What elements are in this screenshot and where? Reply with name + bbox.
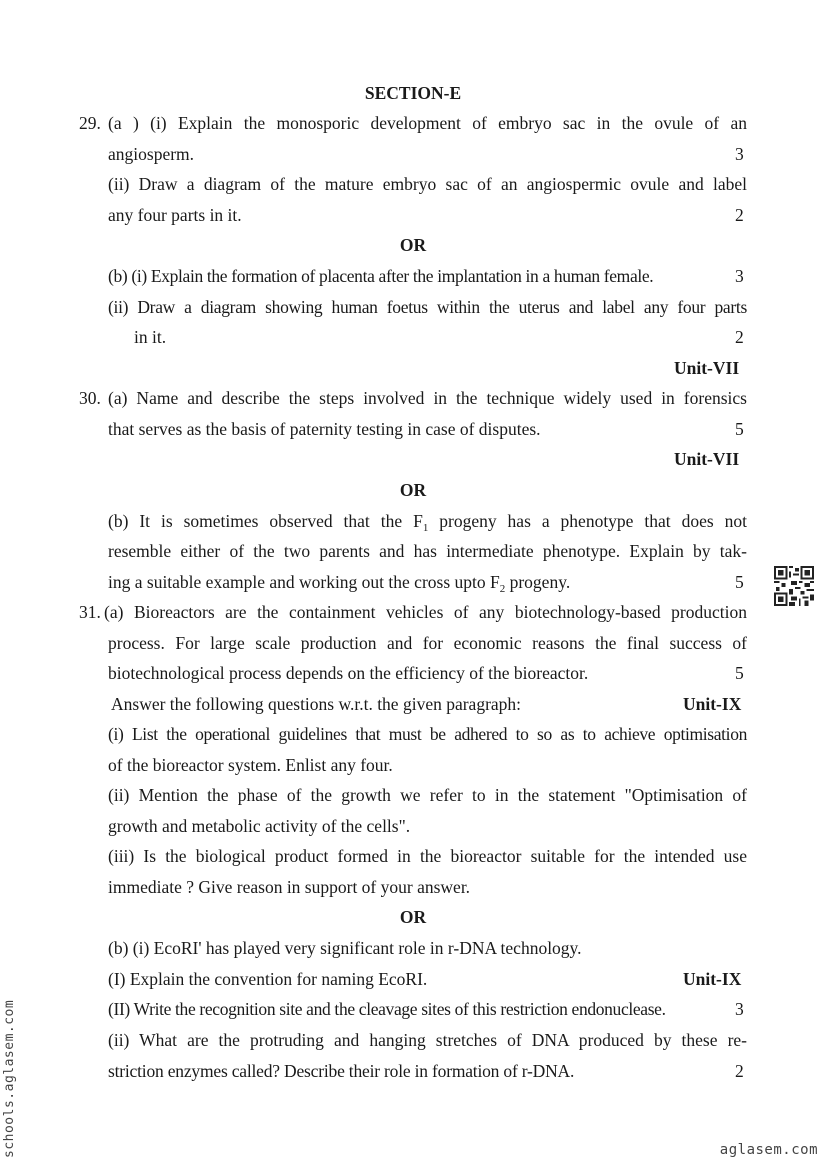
- q31-i-text-cont: of the bioreactor system. Enlist any four.: [108, 755, 393, 775]
- q31-a-text: (a) Bioreactors are the containment vehicles of any biotechnology-based production: [104, 602, 747, 622]
- q30-b-text: (b) It is sometimes observed that the $F_1$ progeny has a phenotype that does not: [108, 511, 747, 534]
- q31-b-ii-text-cont: striction enzymes called? Describe their role in formation of r-DNA.: [108, 1061, 575, 1081]
- q29-b-ii-marks: 2: [735, 327, 744, 347]
- q30-a-marks: 5: [735, 419, 744, 439]
- q31-or: OR: [399, 907, 427, 927]
- q31-b-II-text: (II) Write the recognition site and the cleavage sites of this restriction endonuclease.: [108, 999, 666, 1019]
- q31-b-ii-marks: 2: [735, 1061, 744, 1081]
- q31-ii-text-cont: growth and metabolic activity of the cells".: [108, 816, 411, 836]
- q29-b-i-marks: 3: [735, 266, 744, 286]
- q29-b-ii-text-cont: in it.: [134, 327, 167, 347]
- q31-answer-intro: Answer the following questions w.r.t. the given paragraph:: [111, 694, 522, 714]
- q29-a-ii-text: (ii) Draw a diagram of the mature embryo sac of an angiospermic ovule and label: [108, 174, 747, 194]
- question-number-29: 29.: [79, 113, 101, 133]
- q30-a-text-cont: that serves as the basis of paternity testing in case of disputes.: [108, 419, 541, 439]
- q30-b-text-cont2: ing a suitable example and working out the cross upto $F_2$ progeny.: [108, 572, 571, 595]
- q31-b-I-text: (I) Explain the convention for naming EcoRI.: [108, 969, 428, 989]
- section-title: SECTION-E: [364, 83, 462, 103]
- q29-or: OR: [399, 235, 427, 255]
- q31-iii-text-cont: immediate ? Give reason in support of your answer.: [108, 877, 471, 897]
- q29-b-ii-text: (ii) Draw a diagram showing human foetus within the uterus and label any four parts: [108, 297, 747, 317]
- q31-b-ii-text: (ii) What are the protruding and hanging stretches of DNA produced by these re-: [108, 1030, 747, 1050]
- q29-b-i-text: (b) (i) Explain the formation of placenta after the implantation in a human female.: [108, 266, 654, 286]
- question-number-31: 31.: [79, 602, 101, 622]
- q29-a-ii-text-cont: any four parts in it.: [108, 205, 242, 225]
- q31-unit-label-1: Unit-IX: [683, 694, 742, 714]
- q31-b-II-marks: 3: [735, 999, 744, 1019]
- q30-b-text-cont: resemble either of the two parents and has intermediate phenotype. Explain by tak-: [108, 541, 747, 561]
- bottom-watermark: aglasem.com: [719, 1142, 818, 1158]
- q30-b-marks: 5: [735, 572, 744, 592]
- q30-a-text: (a) Name and describe the steps involved in the technique widely used in forensics: [108, 388, 747, 408]
- q31-iii-text: (iii) Is the biological product formed in the bioreactor suitable for the intended use: [108, 846, 747, 866]
- q31-unit-label-2: Unit-IX: [683, 969, 742, 989]
- q29-a-i-text-cont: angiosperm.: [108, 144, 195, 164]
- q31-b-i-text: (b) (i) EcoRI' has played very significant role in r-DNA technology.: [108, 938, 582, 958]
- q29-a-i-marks: 3: [735, 144, 744, 164]
- q29-unit-label: Unit-VII: [674, 358, 740, 378]
- question-number-30: 30.: [79, 388, 101, 408]
- q30-or: OR: [399, 480, 427, 500]
- q31-ii-text: (ii) Mention the phase of the growth we refer to in the statement "Optimisation of: [108, 785, 747, 805]
- q30-unit-label: Unit-VII: [674, 449, 740, 469]
- side-watermark: schools.aglasem.com: [2, 999, 17, 1158]
- q29-a-ii-marks: 2: [735, 205, 744, 225]
- q31-a-text-cont2: biotechnological process depends on the efficiency of the bioreactor.: [108, 663, 589, 683]
- qr-code-icon: [773, 566, 815, 606]
- q31-i-text: (i) List the operational guidelines that must be adhered to so as to achieve optimisation: [108, 724, 747, 744]
- q31-a-text-cont: process. For large scale production and for economic reasons the final success of: [108, 633, 747, 653]
- q31-a-marks: 5: [735, 663, 744, 683]
- q29-a-i-text: (a ) (i) Explain the monosporic development of embryo sac in the ovule of an: [108, 113, 747, 133]
